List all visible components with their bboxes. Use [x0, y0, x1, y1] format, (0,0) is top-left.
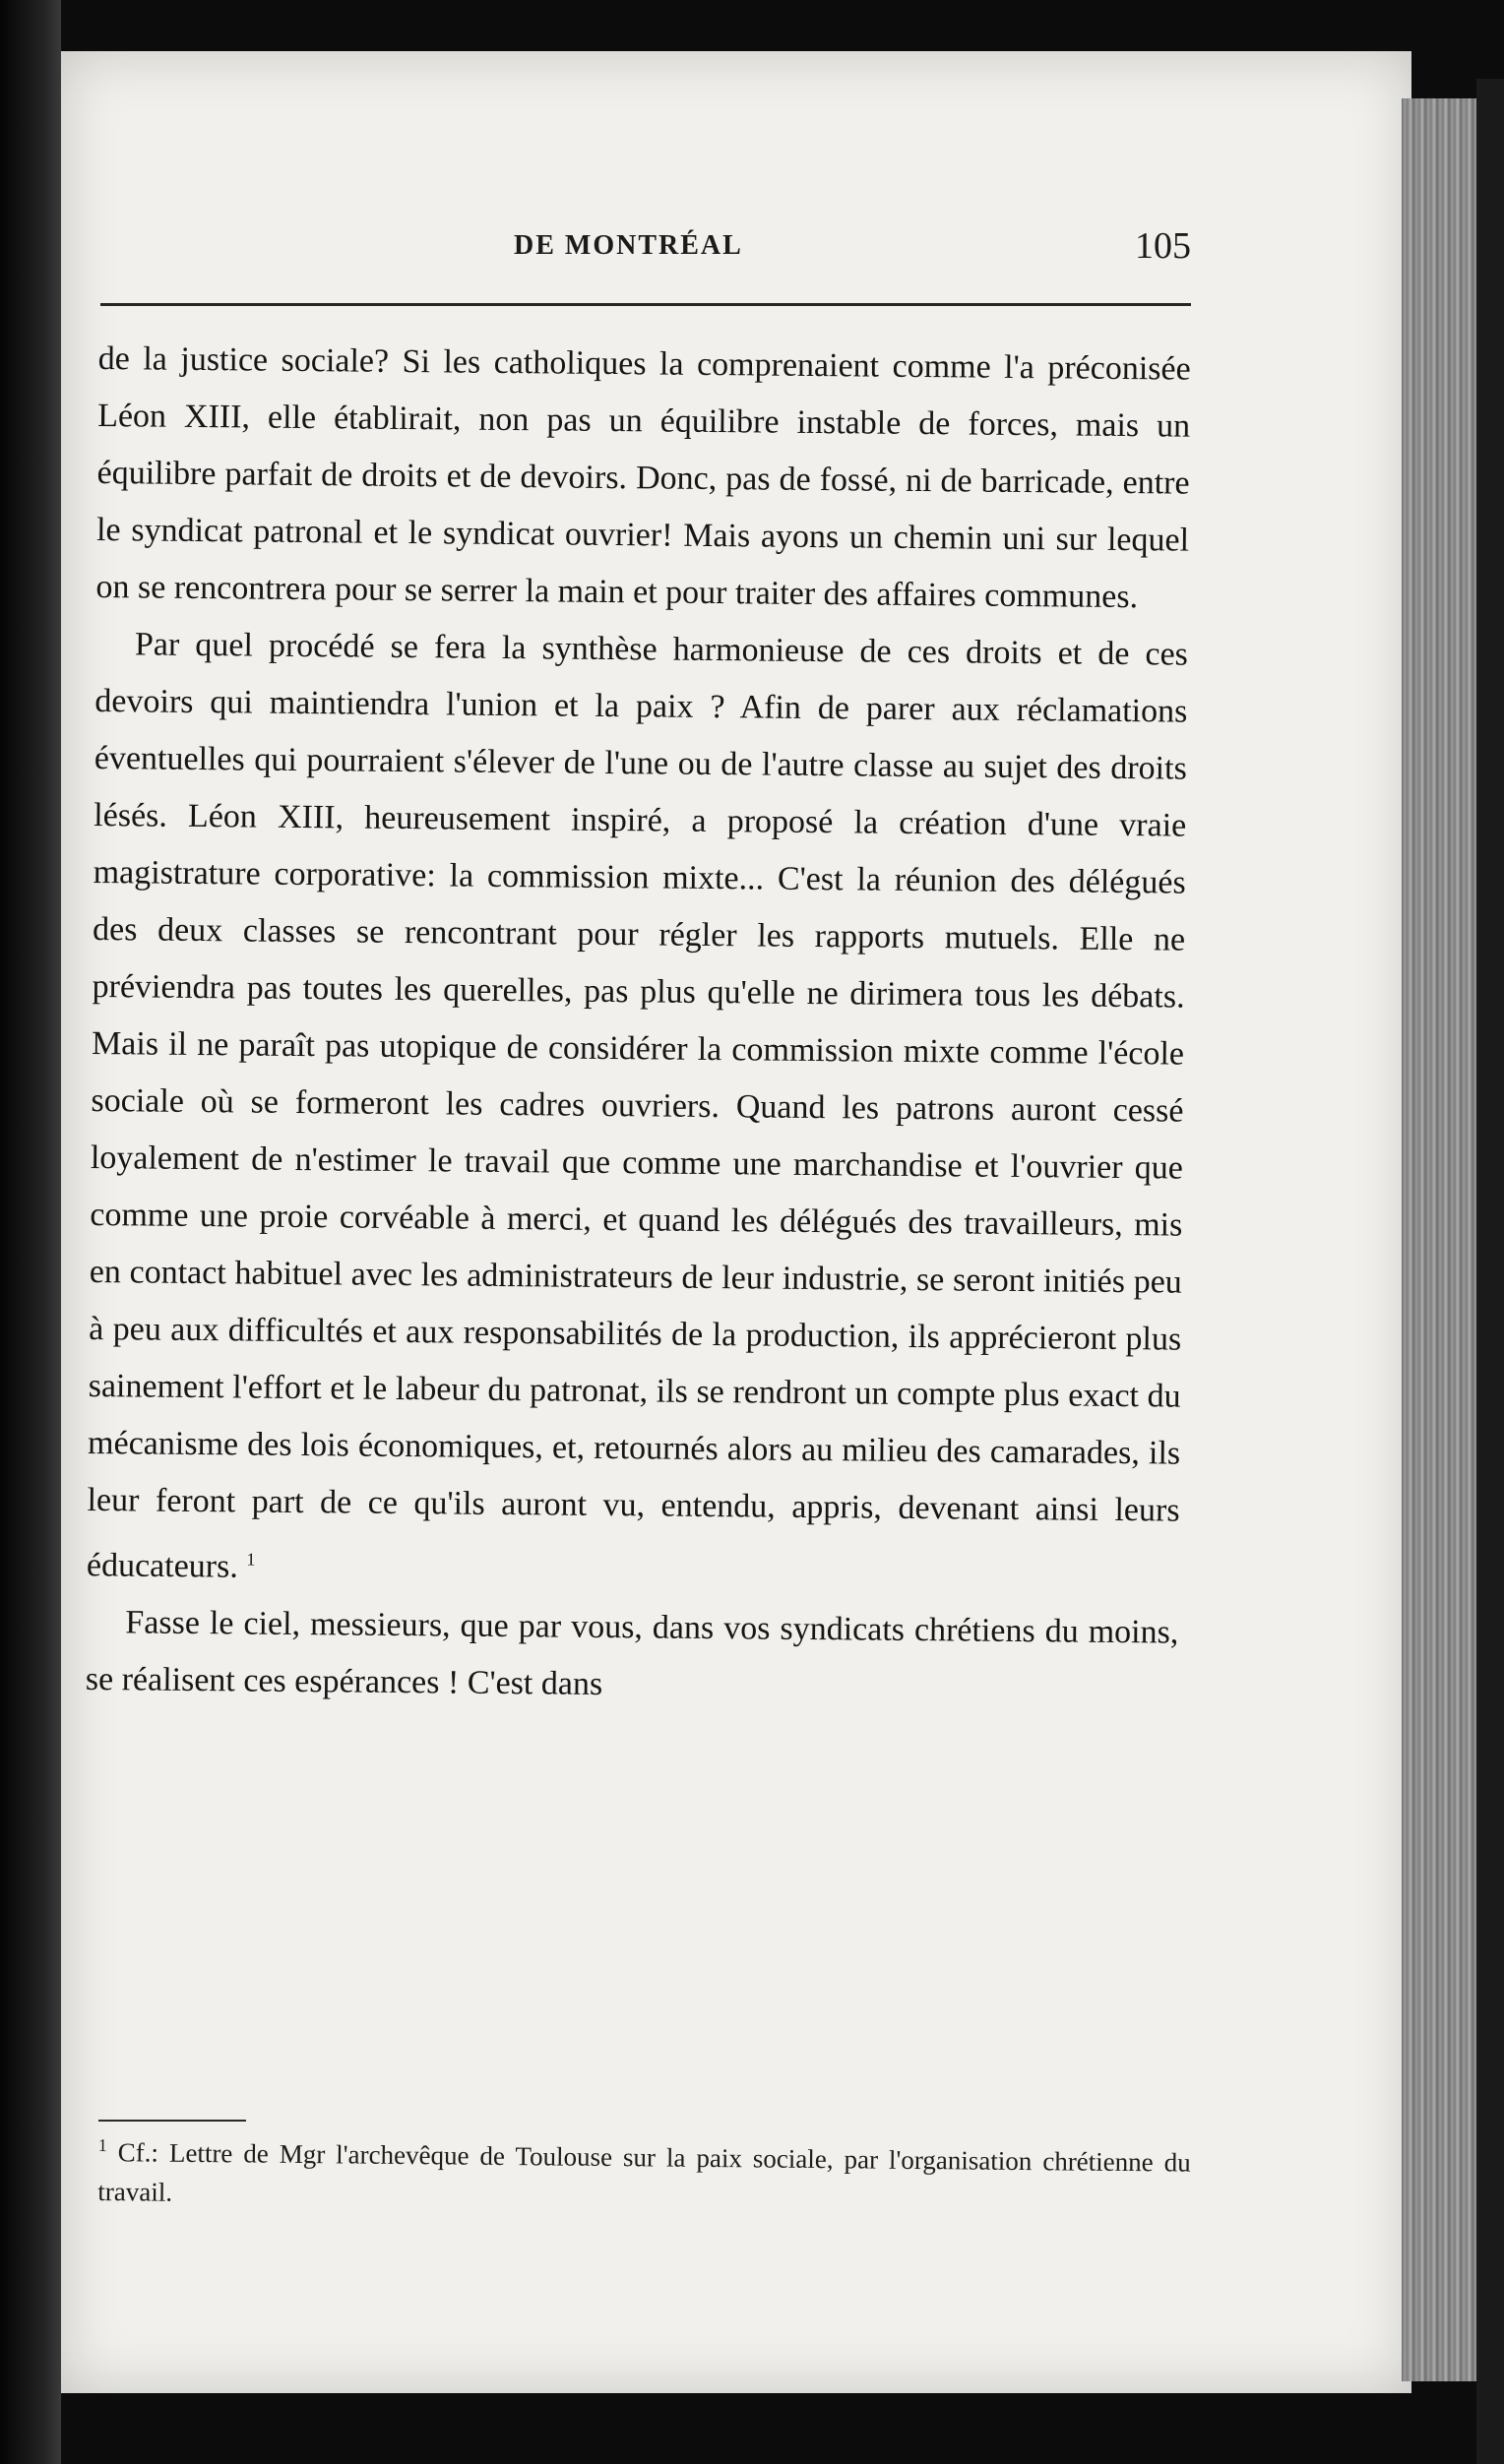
background-edge — [1476, 79, 1504, 2464]
page-number: 105 — [1135, 225, 1191, 267]
footnote-rule — [98, 2120, 246, 2122]
body-text — [86, 331, 1191, 1719]
book-gutter-shadow — [0, 0, 61, 2464]
footnote — [97, 2125, 1191, 2222]
footnote-marker: 1 — [97, 2134, 107, 2156]
footnote-reference: 1 — [246, 1549, 256, 1570]
page-header — [100, 224, 1191, 283]
page-stack-edge — [1402, 98, 1480, 2381]
running-head: DE MONTRÉAL — [514, 230, 743, 261]
paragraph-2 — [87, 616, 1188, 1605]
paragraph-2-text: Par quel procédé se fera la synthèse harmonieuse de ces droits et de ces devoirs qui maintiendra l'union et la paix ? Afin de parer aux réclamations éventuelles qui pourraient s'élever de l'une ou de l'autre classe au sujet des droits lésés. Léon XIII, heureusement inspiré, a proposé la création d'une vraie magistrature corporative: la commission mixte... C'est la réunion des délégués des deux classes se rencontrant pour régler les rapports mutuels. Elle ne préviendra pas toutes les querelles, pas plus qu'elle ne dirimera tous les débats. Mais il ne paraît pas utopique de considérer la commission mixte comme l'école sociale où se formeront les cadres ouvriers. Quand les patrons auront cessé loyalement de n'estimer le travail que comme une marchandise et l'ouvrier que comme une proie corvéable à merci, et quand les délégués des travailleurs, mis en contact habituel avec les administrateurs de leur industrie, se seront initiés peu à peu aux difficultés et aux responsabilités de la production, ils apprécieront plus sainement l'effort et le labeur du patronat, ils se rendront un compte plus exact du mécanisme des lois économiques, et, retournés alors au milieu des camarades, ils leur feront part de ce qu'ils auront vu, entendu, appris, devenant ainsi leurs éducateurs. — [86, 626, 1189, 1585]
footnote-text: Cf.: Lettre de Mgr l'archevêque de Toulouse sur la paix sociale, par l'organisation chrétienne du travail. — [97, 2137, 1191, 2207]
paragraph-1: de la justice sociale? Si les catholiques la comprenaient comme l'a préconisée Léon XIII, elle établirait, non pas un équilibre instable de forces, mais un équilibre parfait de droits et de devoirs. Donc, pas de fossé, ni de barricade, entre le syndicat patronal et le syndicat ouvrier! Mais ayons un chemin uni sur lequel on se rencontrera pour se serrer la main et pour traiter des affaires communes. — [95, 339, 1191, 616]
paragraph-3: Fasse le ciel, messieurs, que par vous, dans vos syndicats chrétiens du moins, se réalisent ces espérances ! C'est dans — [85, 1604, 1179, 1703]
header-rule — [100, 303, 1191, 306]
